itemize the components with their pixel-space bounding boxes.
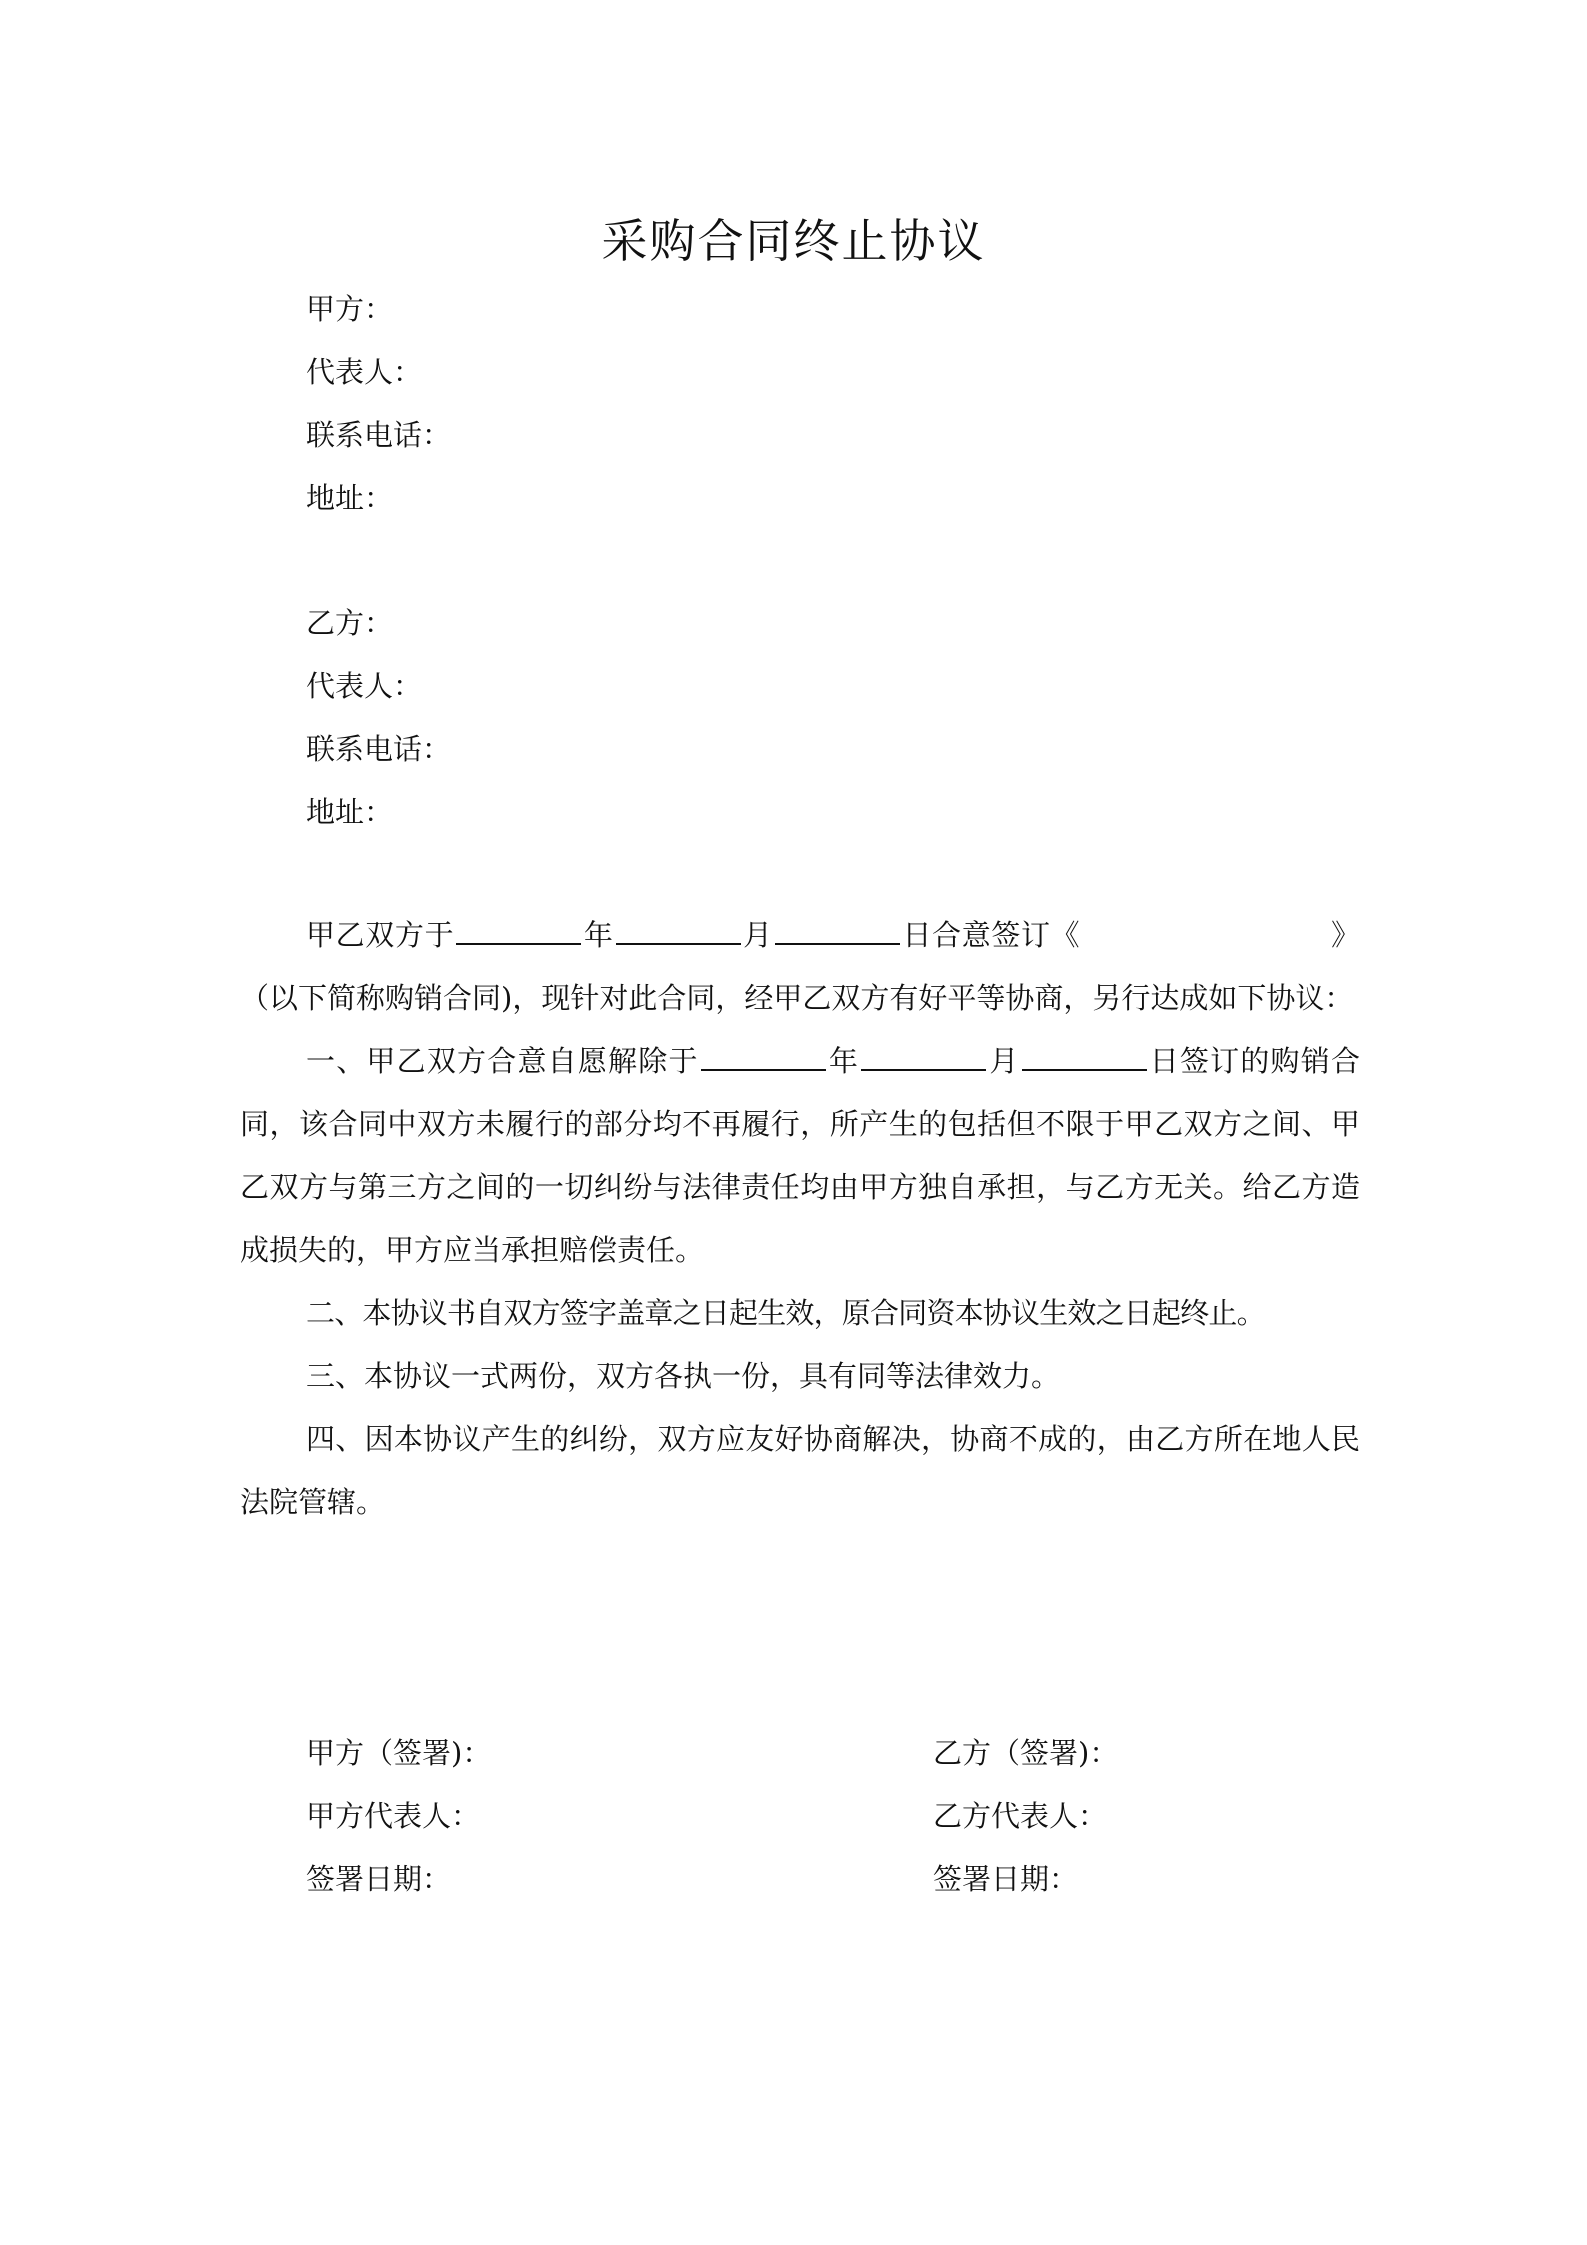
party-b-sign-date-label: 签署日期： [933, 1862, 1079, 1896]
party-a-signature-label: 甲方（签署)： [306, 1736, 492, 1770]
clause-1-blank-year [701, 1041, 826, 1071]
party-b-representative-label: 乙方代表人： [933, 1799, 1108, 1833]
party-a-representative-label: 甲方代表人： [306, 1799, 481, 1833]
document-title: 采购合同终止协议 [601, 214, 986, 268]
date-blank-month [616, 915, 741, 945]
date-blank-day [775, 915, 900, 945]
clause-1-year-label: 年 [827, 1044, 860, 1078]
clause-1-text-2: 日签订的购销合同，该合同中双方未履行的部分均不再履行，所产生的包括但不限于甲乙双方之间、甲乙双方与第三方之间的一切纠纷与法律责任均由甲方独自承担，与乙方无关。给乙方造成损失的，甲方应当承担赔偿责任。 [240, 1044, 1360, 1267]
intro-text-1: 甲乙双方于 [306, 918, 455, 952]
party-b-rep-label: 代表人： [306, 669, 423, 703]
intro-month-label: 月 [742, 918, 773, 952]
clause-2: 二、本协议书自双方签字盖章之日起生效，原合同资本协议生效之日起终止。 [306, 1296, 1265, 1330]
agreement-body [240, 904, 1360, 1534]
clause-4: 四、因本协议产生的纠纷，双方应友好协商解决，协商不成的，由乙方所在地人民法院管辖。 [240, 1422, 1360, 1519]
party-b-address-label: 地址： [306, 795, 394, 829]
clause-1-blank-day [1022, 1041, 1147, 1071]
party-a-name-label: 甲方： [306, 292, 394, 326]
party-a-address-label: 地址： [306, 481, 394, 515]
intro-year-label: 年 [583, 918, 614, 952]
clause-3: 三、本协议一式两份，双方各执一份，具有同等法律效力。 [306, 1359, 1061, 1393]
clause-1-text-1: 一、甲乙双方合意自愿解除于 [306, 1044, 699, 1078]
clause-1-month-label: 月 [988, 1044, 1020, 1078]
clause-1 [240, 1030, 1360, 1282]
party-b-phone-label: 联系电话： [306, 732, 452, 766]
party-b-name-label: 乙方： [306, 606, 394, 640]
intro-text-3: 》 [1330, 918, 1360, 952]
intro-text-2: 日合意签订《 [901, 918, 1081, 952]
party-a-phone-label: 联系电话： [306, 418, 452, 452]
date-blank-year [456, 915, 581, 945]
intro-paragraph [240, 904, 1360, 1030]
party-a-rep-label: 代表人： [306, 355, 423, 389]
intro-text-4: （以下简称购销合同)，现针对此合同，经甲乙双方有好平等协商，另行达成如下协议： [240, 981, 1354, 1015]
party-a-sign-date-label: 签署日期： [306, 1862, 452, 1896]
clause-1-blank-month [861, 1041, 986, 1071]
party-b-signature-label: 乙方（签署)： [933, 1736, 1119, 1770]
